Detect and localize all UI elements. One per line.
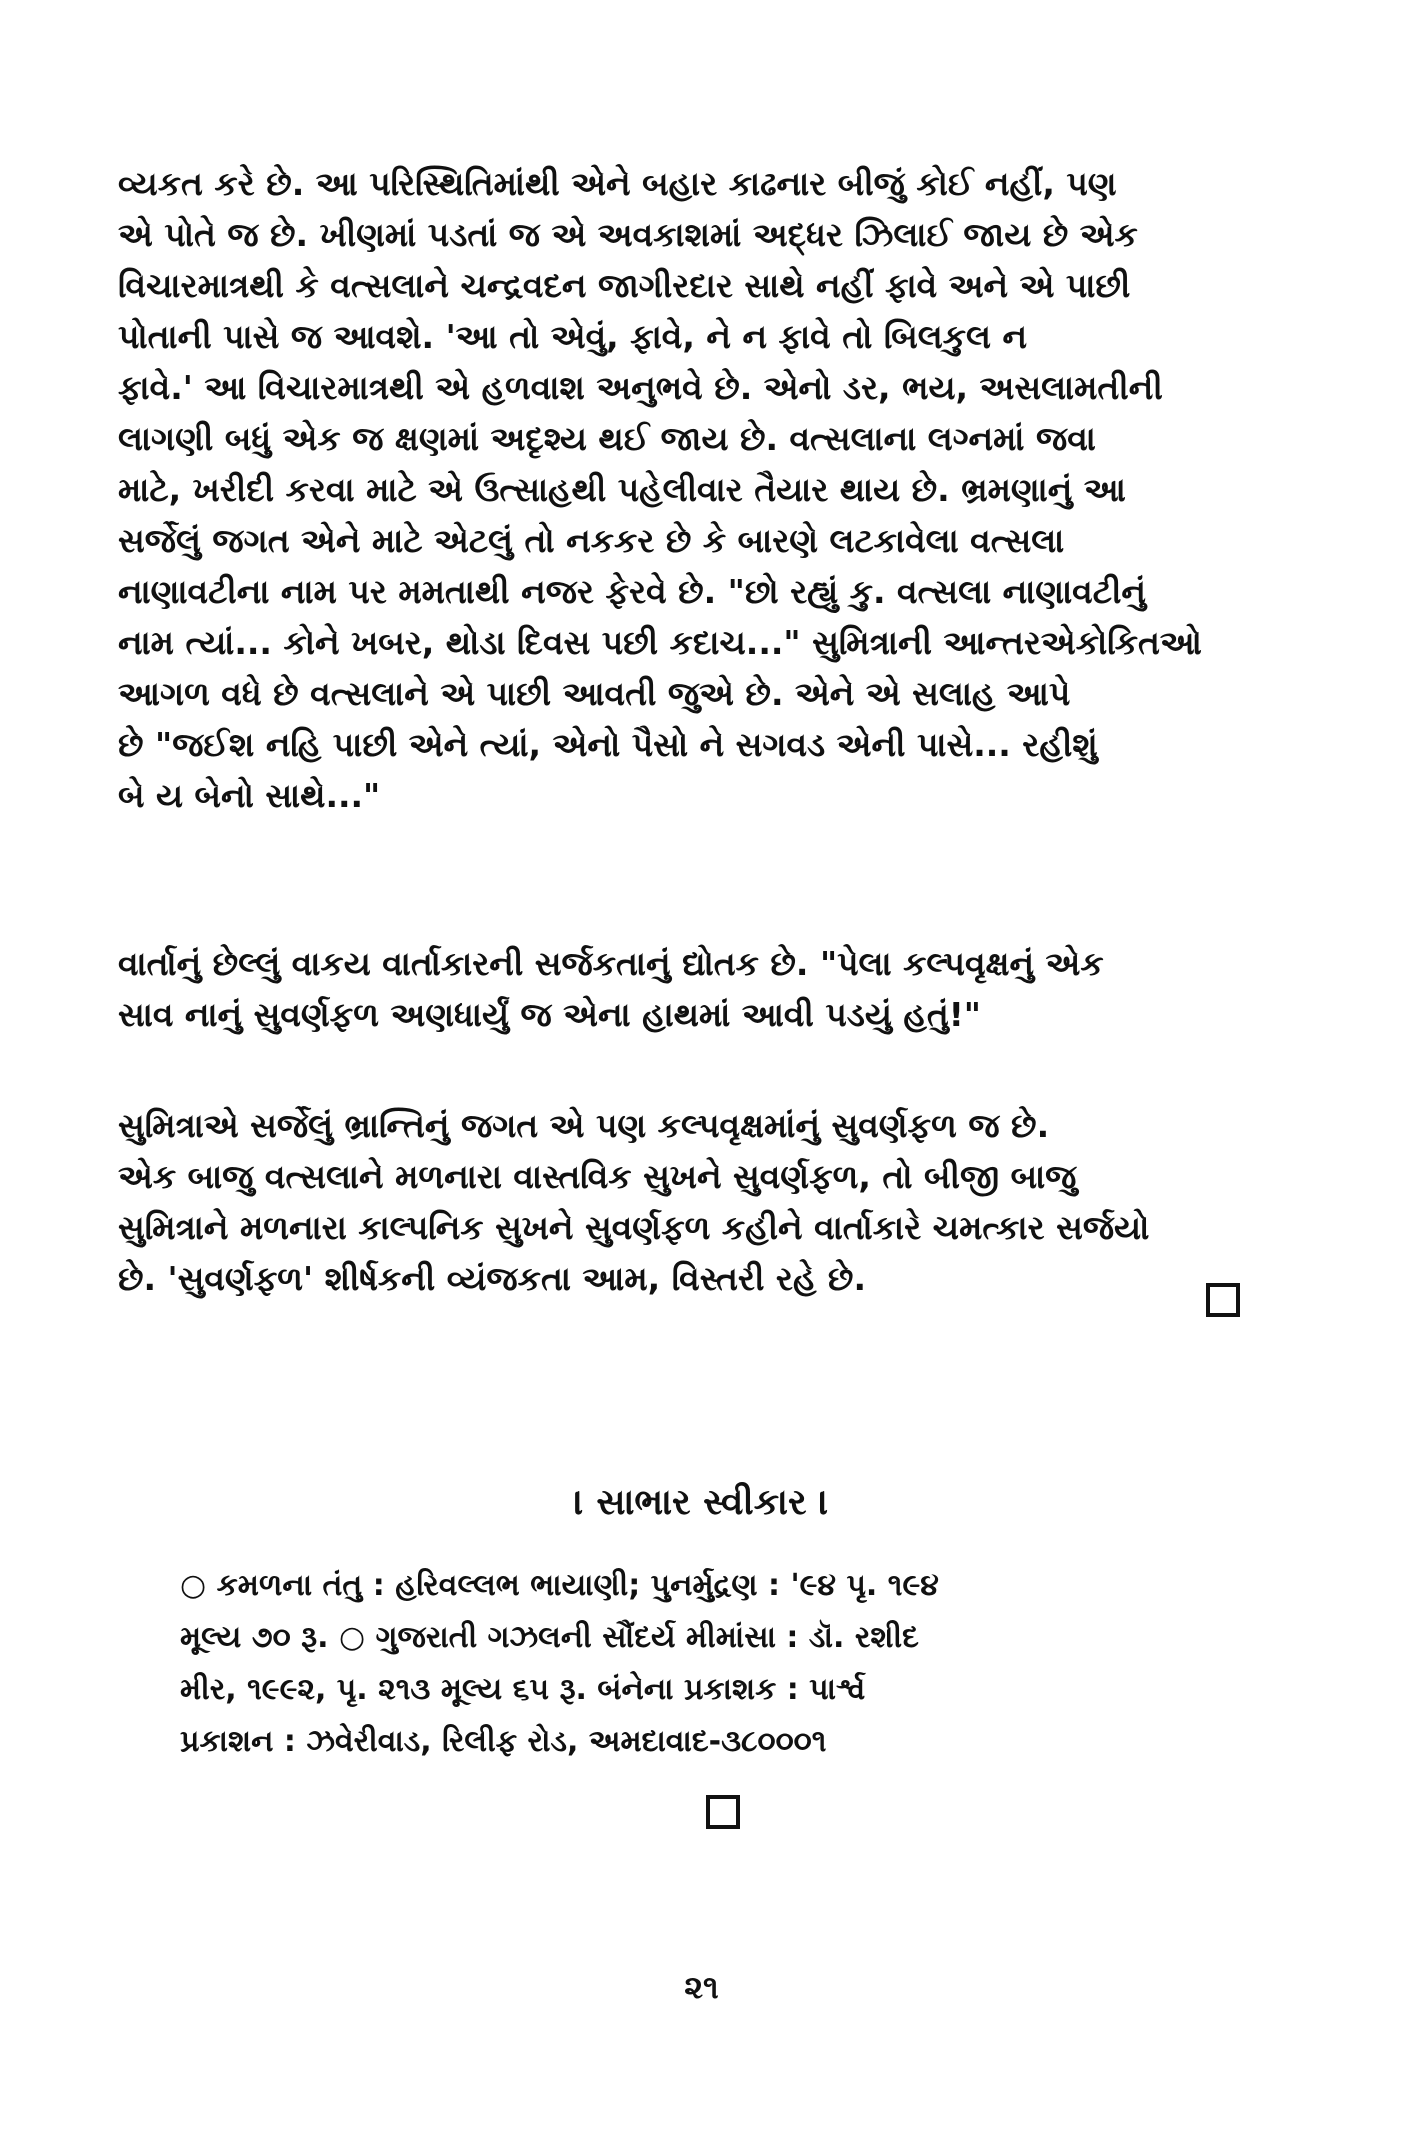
page-number: ૨૧ [684,1968,719,2006]
acknowledgement-heading: । સાભાર સ્વીકાર । [574,1482,829,1523]
body-paragraph-3: સુમિત્રાએ સર્જેલું ભ્રાન્તિનું જગત એ પણ કલ્પવૃક્ષમાંનું સુવર્ણફળ જ છે. એક બાજુ વત્સલાને મળનારા વાસ્તવિક સુખને સુવર્ણફળ, તો બીજી બાજુ સુમિત્રાને મળનારા કાલ્પનિક સુખને સુવર્ણફળ કહીને વાર્તાકારે ચમત્કાર સર્જયો છે. 'સુવર્ણફળ' શીર્ષકની વ્યંજકતા આમ, વિસ્તરી રહે છે. [118,1106,1150,1298]
end-of-article-box [1206,1283,1240,1317]
end-of-section-box [706,1795,740,1829]
body-paragraph-1: વ્યકત કરે છે. આ પરિસ્થિતિમાંથી એને બહાર કાઢનાર બીજું કોઈ નહીં, પણ એ પોતે જ છે. ખીણમાં પડતાં જ એ અવકાશમાં અદ્ધર ઝિલાઈ જાય છે એક વિચારમાત્રથી કે વત્સલાને ચન્દ્રવદન જાગીરદાર સાથે નહીં ફાવે અને એ પાછી પોતાની પાસે જ આવશે. 'આ તો એવું, ફાવે, ને ન ફાવે તો બિલકુલ ન ફાવે.' આ વિચારમાત્રથી એ હળવાશ અનુભવે છે. એનો ડર, ભય, અસલામતીની લાગણી બધું એક જ ક્ષણમાં અદૃશ્ય થઈ જાય છે. વત્સલાના લગ્નમાં જવા માટે, ખરીદી કરવા માટે એ ઉત્સાહથી પહેલીવાર તૈયાર થાય છે. ભ્રમણાનું આ સર્જેલું જગત એને માટે એટલું તો નકકર છે કે બારણે લટકાવેલા વત્સલા નાણાવટીના નામ પર મમતાથી નજર ફેરવે છે. "છો રહ્યું કુ. વત્સલા નાણાવટીનું નામ ત્યાં... કોને ખબર, થોડા દિવસ પછી કદાચ..." સુમિત્રાની આન્તરએકોકિતઓ આગળ વધે છે વત્સલાને એ પાછી આવતી જુએ છે. એને એ સલાહ આપે છે "જઈશ નહિ પાછી એને ત્યાં, એનો પૈસો ને સગવડ એની પાસે... રહીશું બે ય બેનો સાથે..." [118,164,1202,815]
body-paragraph-2: વાર્તાનું છેલ્લું વાકય વાર્તાકારની સર્જકતાનું દ્યોતક છે. "પેલા કલ્પવૃક્ષનું એક સાવ નાનું સુવર્ણફળ અણધાર્યું જ એના હાથમાં આવી પડયું હતું!" [118,944,1104,1034]
acknowledgement-list: ○ કમળના તંતુ : હરિવલ્લભ ભાયાણી; પુનર્મુદ્રણ : '૯૪ પૃ. ૧૯૪ મૂલ્ય ૭૦ રૂ. ○ ગુજરાતી ગઝલની સૌંદર્ય મીમાંસા : ડૉ. રશીદ મીર, ૧૯૯૨, પૃ. ૨૧૩ મૂલ્ય ૬૫ રૂ. બંનેના પ્રકાશક : પાર્શ્વ પ્રકાશન : ઝવેરીવાડ, રિલીફ રોડ, અમદાવાદ-૩૮૦૦૦૧ [180,1568,939,1759]
